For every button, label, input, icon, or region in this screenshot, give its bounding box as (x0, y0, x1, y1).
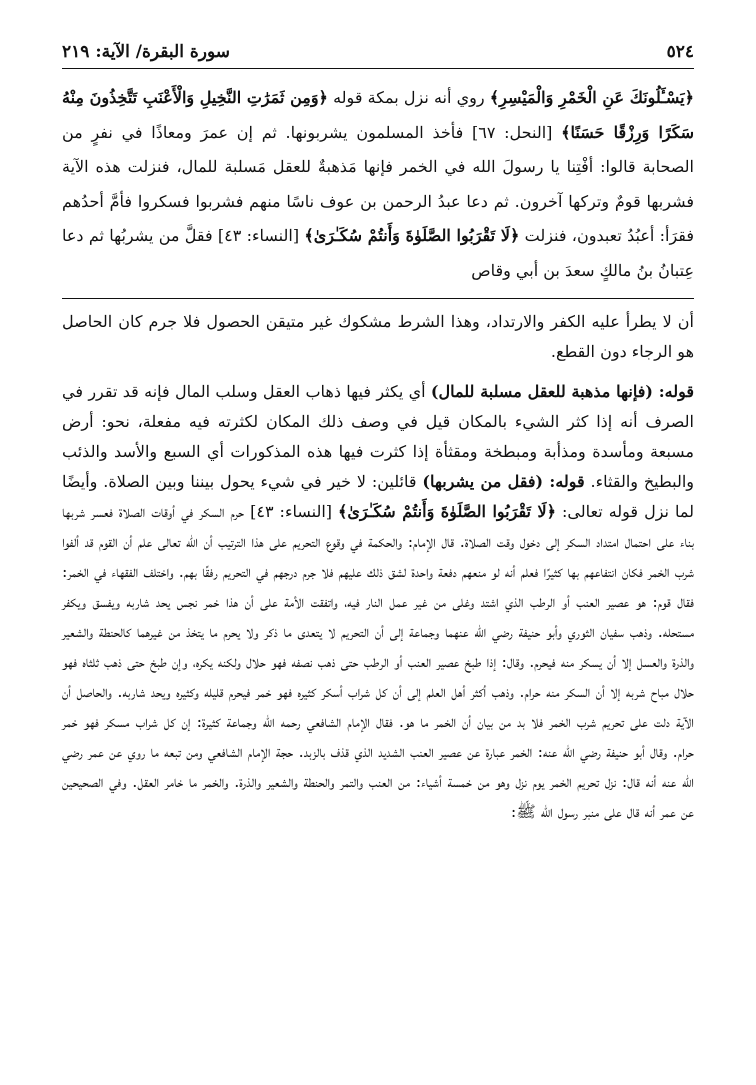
quran-verse: ﴿لَا تَقْرَبُوا الصَّلَوٰةَ وَأَنتُمْ سُكَـٰرَىٰ﴾ (304, 226, 520, 245)
paragraph-text: قائلين: لا خير في شيء يحول بيننا وبين الصلاة. وأيضًا لما نزل قوله تعالى: (62, 472, 695, 521)
lemma-label: قوله: (فإنها مذهبة للعقل مسلبة للمال) (430, 382, 695, 401)
paragraph-text: [النساء: ٤٣] حرم السكر في أوقات الصلاة فعسر شربها بناء على احتمال امتداد السكر إلى دخول وقت الصلاة. قال الإمام: والحكمة في وقوع التحريم على هذا الترتيب أن الله تعالى علم أن القوم قد ألفوا شرب الخمر فكان انتفاعهم بها كثيرًا فعلم أنه لو منعهم دفعة واحدة لشق ذلك عليهم فلا جرم درجهم في التحريم رفقًا بهم. واختلف الفقهاء في الخمر: فقال قوم: هو عصير العنب أو الرطب الذي اشتد وغلى من غير عمل النار فيه، واتفقت الأمة على أن هذا خمر نجس يحد شاربه ويفسق ويكفر مستحله. وذهب سفيان الثوري وأبو حنيفة رضي الله عنهما وجماعة إلى أن التحريم لا يتعدى ما ذكر ولا يحرم ما يتخذ من غيرهما كالحنطة والشعير والذرة والعسل إلا أن يسكر منه فيحرم. وقال: إذا طبخ عصير العنب أو الرطب حتى ذهب نصفه فهو حلال ولكنه يكره، وإن طبخ حتى ذهب ثلثاه فهو حلال مباح شربه إلا أن السكر منه حرام. وذهب أكثر أهل العلم إلى أن كل شراب أسكر كثيره فهو خمر فيحرم قليله وكثيره ويحد شاربه. والحاصل أن الآية دلت على تحريم شرب الخمر فلا بد من بيان أن الخمر ما هو. فقال الإمام الشافعي رحمه الله وجماعة كثيرة: إن كل شراب مسكر فهو خمر حرام. وقال أبو حنيفة رضي الله عنه: الخمر عبارة عن عصير العنب الشديد الذي قذف بالزبد. حجة الإمام الشافعي ومن تبعه ما روي عن عمر رضي الله عنه أنه قال: نزل تحريم الخمر يوم نزل وهو من خمسة أشياء: من العنب والتمر والحنطة والشعير والذرة. والخمر ما خامر العقل. وفي الصحيحين عن عمر أنه قال على منبر رسول الله ﷺ: (62, 502, 694, 821)
running-head (62, 42, 694, 69)
lemma-label: قوله: (فقل من يشربها) (422, 472, 585, 491)
quote-text-3: [النساء: ٤٣] فقلَّ من يشربُها ثم دعا عِتبانُ بنُ مالكٍ سعدَ بن أبي وقاص (62, 226, 694, 280)
quote-text-2: [النحل: ٦٧] فأخذ المسلمون يشربونها. ثم إن عمرَ ومعاذًا في نفرٍ من الصحابة قالوا: أفْتِنا يا رسولَ الله في الخمر فإنها مَذهبةٌ للعقل مَسلبة للمال، فنزلت هذه الآية فشربها قومٌ وتركها آخرون. ثم دعا عبدُ الرحمن بن عوف ناسًا منهم فشربوا فسكروا فأمَّ أحدُهم فقرَأ: أعبُدُ تعبدون، فنزلت (62, 122, 695, 245)
paragraph-1: أن لا يطرأ عليه الكفر والارتداد، وهذا الشرط مشكوك غير متيقن الحصول فلا جرم كان الحاصل هو الرجاء دون القطع. (62, 312, 695, 361)
paragraph-text: أي يكثر فيها ذهاب العقل وسلب المال فإنه قد تقرر في الصرف أنه إذا كثر الشيء بالمكان قيل في وصف ذلك المكان لكثرته فيه مفعلة، نحو: أرض مسبعة ومأسدة ومذأبة ومبطخة ومقثأة إذا كثرت فيها هذه المذكورات أي السبع والأسد والذئب والبطيخ والقثاء. (62, 382, 695, 491)
page-number: ٥٢٤ (666, 42, 694, 62)
quran-verse: ﴿يَسْـَٔلُونَكَ عَنِ الْخَمْرِ وَالْمَيْسِرِ﴾ (489, 88, 695, 107)
quran-verse: ﴿لَا تَقْرَبُوا الصَّلَوٰةَ وَأَنتُمْ سُكَـٰرَىٰ﴾ (338, 502, 556, 521)
surah-ayah-title: سورة البقرة/ الآية: ٢١٩ (62, 42, 230, 62)
quoted-tafsir-text (62, 81, 694, 288)
paragraph-2 (62, 377, 694, 827)
quran-verse: ﴿وَمِن ثَمَرَٰتِ النَّخِيلِ وَالْأَعْنَبِ تَتَّخِذُونَ مِنْهُ سَكَرًا وَرِزْقًا حَسَنًا﴾ (62, 88, 695, 142)
separator-line (62, 298, 694, 299)
commentary-text (62, 307, 694, 827)
quote-text-1: روي أنه نزل بمكة قوله (327, 88, 490, 107)
